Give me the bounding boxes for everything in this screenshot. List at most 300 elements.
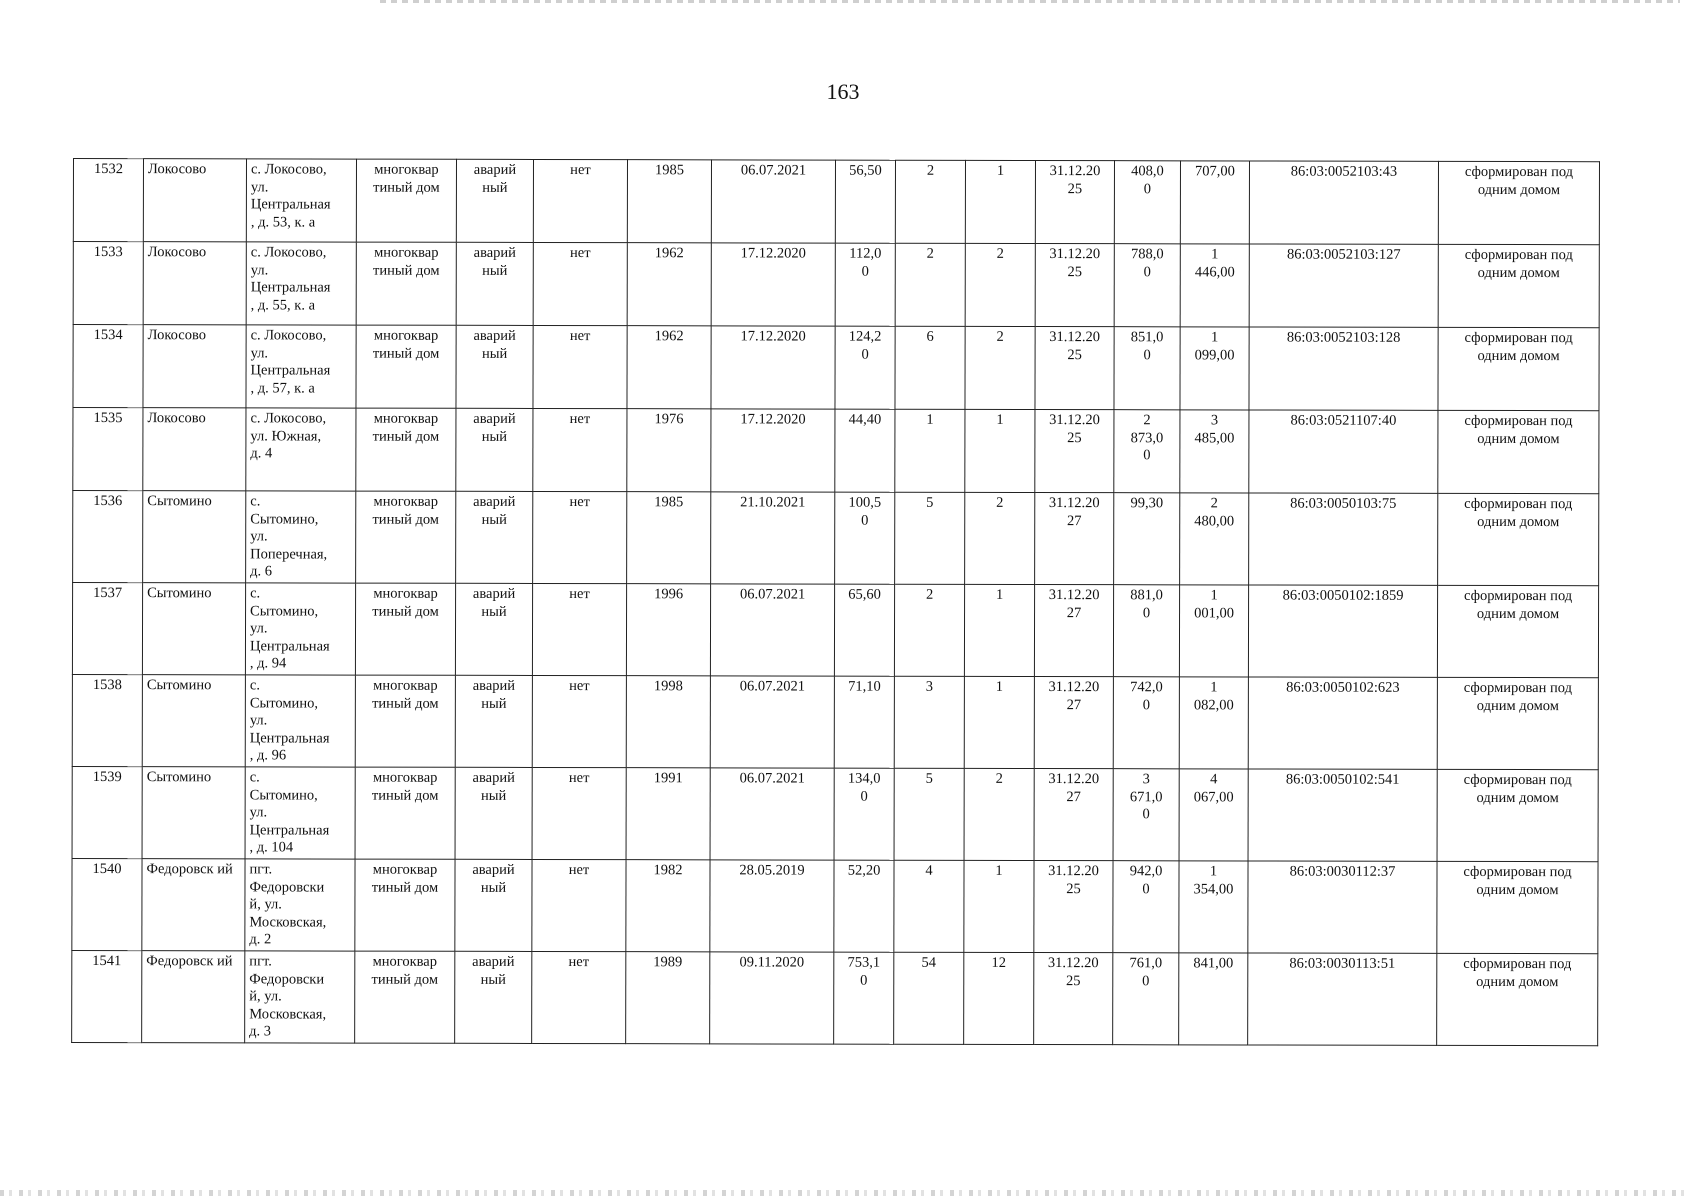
- house-type-cell: [356, 408, 456, 491]
- settlement-text: Федоровск ий: [146, 953, 233, 970]
- condition-line: аварий: [472, 585, 516, 602]
- area-line: 0: [861, 512, 869, 529]
- condition-cell: [456, 159, 533, 242]
- house-type-line: тиный дом: [371, 879, 439, 896]
- note-line: сформирован под: [1463, 679, 1572, 697]
- residents-cell: [894, 584, 964, 676]
- amount-two-line: 3: [1210, 412, 1219, 429]
- premises-cell: [965, 409, 1035, 492]
- address-cell: [245, 951, 355, 1043]
- condition-cell: [455, 859, 532, 951]
- note-line: сформирован под: [1463, 771, 1572, 789]
- amount-one-line: 0: [1143, 346, 1151, 363]
- address-line: Центральная: [249, 821, 330, 839]
- condition-cell: [456, 491, 533, 583]
- build-year-cell: [626, 676, 710, 768]
- address-line: ул.: [250, 528, 268, 545]
- note-line: одним домом: [1476, 881, 1559, 898]
- note-line: сформирован под: [1464, 246, 1573, 264]
- note-cell: [1438, 493, 1599, 585]
- address-line: с. Локосово,: [250, 410, 327, 427]
- build-year-cell: [626, 952, 710, 1044]
- cadastral-number-text: 86:03:0050102:1859: [1282, 587, 1404, 604]
- cadastral-number-cell: [1249, 244, 1438, 327]
- note-line: сформирован под: [1464, 329, 1573, 347]
- deadline-line: 31.12.20: [1048, 771, 1100, 788]
- premises-cell: [965, 326, 1035, 409]
- residents-text: 5: [925, 770, 933, 787]
- settlement-cell: [142, 859, 245, 951]
- flag-text: нет: [569, 494, 591, 511]
- amount-one-cell: [1113, 677, 1179, 769]
- residents-cell: [895, 409, 965, 492]
- record-number-cell: [72, 674, 142, 766]
- recognition-date-text: 06.07.2021: [739, 678, 806, 695]
- condition-line: ный: [480, 971, 506, 988]
- amount-one-line: 0: [1143, 180, 1152, 197]
- amount-one-line: 0: [1143, 263, 1151, 280]
- record-number-cell: [73, 325, 143, 408]
- scan-edge-top: [380, 0, 1680, 3]
- premises-cell: [964, 952, 1034, 1044]
- flag-cell: [533, 491, 627, 583]
- flag-text: нет: [569, 411, 591, 428]
- build-year-cell: [626, 584, 710, 676]
- table-row: [73, 159, 1599, 245]
- settlement-text: Локосово: [147, 161, 207, 178]
- residents-text: 2: [926, 245, 934, 262]
- house-type-line: тиный дом: [371, 787, 439, 804]
- deadline-line: 25: [1067, 263, 1083, 280]
- deadline-line: 31.12.20: [1049, 246, 1101, 263]
- address-line: Центральная: [249, 637, 330, 655]
- address-cell: [245, 675, 355, 767]
- address-line: пгт.: [249, 953, 272, 970]
- build-year-text: 1985: [654, 494, 684, 511]
- cadastral-number-text: 86:03:0050102:541: [1285, 771, 1400, 788]
- premises-text: 12: [991, 954, 1007, 971]
- address-line: Сытомино,: [249, 786, 318, 804]
- cadastral-number-cell: [1248, 953, 1437, 1045]
- condition-cell: [455, 675, 532, 767]
- note-cell: [1437, 861, 1598, 953]
- amount-two-line: 099,00: [1194, 346, 1235, 363]
- address-cell: [246, 408, 356, 491]
- condition-cell: [455, 951, 532, 1043]
- amount-two-cell: [1180, 493, 1249, 585]
- premises-cell: [964, 584, 1034, 676]
- deadline-cell: [1034, 769, 1113, 861]
- residents-cell: [895, 492, 965, 584]
- amount-one-line: 2: [1143, 412, 1151, 429]
- settlement-text: Сытомино: [146, 677, 212, 694]
- note-cell: [1437, 953, 1598, 1045]
- cadastral-number-cell: [1248, 861, 1437, 953]
- residents-text: 2: [925, 586, 934, 603]
- cadastral-number-text: 86:03:0521107:40: [1290, 412, 1397, 429]
- amount-two-cell: [1180, 161, 1249, 244]
- build-year-text: 1998: [653, 678, 683, 695]
- flag-text: нет: [569, 586, 590, 603]
- condition-line: ный: [480, 879, 507, 896]
- address-line: Сытомино,: [249, 694, 318, 712]
- amount-two-cell: [1179, 953, 1248, 1045]
- build-year-text: 1962: [654, 328, 684, 345]
- settlement-cell: [142, 583, 245, 675]
- area-cell: [834, 676, 894, 768]
- note-line: сформирован под: [1464, 495, 1573, 513]
- cadastral-number-text: 86:03:0052103:127: [1286, 246, 1401, 263]
- amount-one-line: 0: [1142, 696, 1150, 713]
- house-type-line: тиный дом: [372, 262, 440, 279]
- amount-one-line: 942,0: [1129, 863, 1163, 880]
- cadastral-number-text: 86:03:0050102:623: [1286, 679, 1400, 696]
- note-line: одним домом: [1477, 264, 1560, 281]
- address-line: Центральная: [249, 729, 330, 747]
- premises-text: 2: [995, 770, 1003, 787]
- amount-one-line: 0: [1142, 880, 1150, 897]
- scan-edge-bottom: [0, 1190, 1686, 1196]
- settlement-text: Сытомино: [147, 493, 212, 510]
- table-row: [73, 242, 1599, 328]
- deadline-line: 31.12.20: [1047, 955, 1099, 972]
- note-line: сформирован под: [1463, 587, 1573, 605]
- amount-one-cell: [1114, 327, 1180, 410]
- condition-line: ный: [482, 262, 508, 279]
- register-table-body: [72, 159, 1600, 1046]
- settlement-cell: [142, 767, 245, 859]
- amount-one-cell: [1113, 769, 1179, 861]
- flag-cell: [532, 675, 626, 767]
- build-year-cell: [626, 860, 710, 952]
- address-line: Сытомино,: [250, 602, 319, 620]
- condition-line: ный: [481, 603, 507, 620]
- address-line: Центральная: [250, 279, 331, 296]
- residents-cell: [895, 243, 965, 326]
- deadline-line: 31.12.20: [1048, 679, 1100, 696]
- condition-cell: [455, 583, 532, 675]
- area-line: 753,1: [847, 954, 881, 971]
- flag-cell: [533, 325, 627, 408]
- address-line: с.: [250, 585, 261, 602]
- address-line: , д. 96: [249, 747, 287, 764]
- condition-line: ный: [481, 428, 508, 445]
- table-row: [73, 408, 1599, 494]
- house-type-line: тиный дом: [371, 971, 439, 988]
- residents-text: 4: [925, 862, 933, 879]
- area-line: 71,10: [848, 678, 881, 695]
- cadastral-number-text: 86:03:0030113:51: [1289, 955, 1396, 972]
- deadline-line: 31.12.20: [1049, 329, 1101, 346]
- record-number-cell: [73, 242, 143, 325]
- flag-text: нет: [570, 245, 591, 262]
- note-cell: [1438, 410, 1599, 493]
- cadastral-number-text: 86:03:0030112:37: [1289, 863, 1396, 880]
- flag-cell: [533, 408, 627, 491]
- amount-one-line: 671,0: [1129, 788, 1163, 805]
- condition-line: аварий: [472, 861, 515, 878]
- flag-cell: [533, 242, 627, 325]
- premises-text: 2: [996, 328, 1004, 345]
- cadastral-number-cell: [1249, 161, 1438, 244]
- address-line: с.: [249, 769, 260, 786]
- settlement-text: Локосово: [147, 244, 207, 261]
- area-line: 134,0: [847, 770, 881, 787]
- house-type-line: многоквар: [374, 161, 439, 178]
- flag-text: нет: [568, 954, 590, 971]
- area-line: 52,20: [847, 862, 881, 879]
- condition-line: аварий: [473, 493, 516, 510]
- note-line: сформирован под: [1463, 955, 1572, 973]
- cadastral-number-text: 86:03:0052103:43: [1290, 163, 1398, 180]
- premises-text: 1: [995, 586, 1004, 603]
- residents-cell: [895, 160, 965, 243]
- note-line: одним домом: [1476, 605, 1560, 622]
- house-type-cell: [355, 859, 455, 951]
- recognition-date-cell: [711, 326, 835, 409]
- deadline-line: 31.12.20: [1048, 863, 1099, 880]
- record-number-text: 1535: [93, 410, 123, 427]
- recognition-date-text: 17.12.2020: [740, 245, 806, 262]
- amount-two-line: 707,00: [1195, 163, 1235, 180]
- table-row: [72, 950, 1598, 1045]
- recognition-date-text: 06.07.2021: [740, 162, 807, 179]
- table-row: [72, 674, 1598, 769]
- premises-text: 2: [996, 245, 1004, 262]
- condition-line: аварий: [473, 161, 517, 178]
- amount-two-line: 1: [1210, 587, 1218, 604]
- address-line: , д. 55, к. а: [250, 296, 316, 314]
- area-line: 0: [860, 972, 868, 989]
- cadastral-number-cell: [1248, 769, 1437, 861]
- record-number-cell: [72, 858, 142, 950]
- recognition-date-cell: [711, 160, 835, 243]
- address-line: ул.: [250, 178, 269, 195]
- premises-cell: [964, 860, 1034, 952]
- recognition-date-cell: [711, 492, 835, 584]
- house-type-line: многоквар: [373, 585, 438, 602]
- record-number-cell: [73, 408, 143, 491]
- deadline-cell: [1035, 410, 1114, 493]
- amount-one-line: 0: [1142, 806, 1150, 823]
- deadline-cell: [1035, 244, 1114, 327]
- residents-text: 5: [926, 494, 934, 511]
- area-cell: [834, 768, 894, 860]
- cadastral-number-cell: [1249, 410, 1438, 493]
- area-cell: [835, 492, 895, 584]
- area-line: 56,50: [849, 162, 882, 179]
- deadline-line: 31.12.20: [1048, 587, 1100, 604]
- settlement-text: Локосово: [147, 327, 206, 344]
- build-year-text: 1991: [653, 770, 683, 787]
- deadline-cell: [1034, 677, 1113, 769]
- deadline-line: 25: [1066, 972, 1081, 989]
- deadline-line: 25: [1066, 880, 1081, 897]
- condition-cell: [455, 767, 532, 859]
- address-line: Центральная: [250, 196, 331, 213]
- recognition-date-text: 17.12.2020: [740, 328, 806, 345]
- premises-cell: [964, 676, 1034, 768]
- recognition-date-text: 06.07.2021: [739, 586, 806, 603]
- area-cell: [834, 584, 894, 676]
- recognition-date-cell: [710, 860, 834, 952]
- deadline-line: 31.12.20: [1049, 163, 1101, 180]
- residents-text: 3: [925, 678, 934, 695]
- house-type-line: тиный дом: [372, 428, 440, 445]
- recognition-date-text: 09.11.2020: [739, 954, 805, 971]
- flag-text: нет: [569, 678, 590, 695]
- condition-line: аварий: [472, 769, 515, 786]
- premises-cell: [964, 768, 1034, 860]
- amount-two-line: 001,00: [1194, 604, 1235, 621]
- area-line: 124,2: [848, 328, 882, 345]
- house-type-cell: [355, 583, 455, 675]
- premises-text: 1: [996, 162, 1005, 179]
- settlement-cell: [143, 408, 246, 491]
- flag-cell: [532, 583, 626, 675]
- amount-one-cell: [1114, 244, 1180, 327]
- deadline-line: 27: [1066, 788, 1081, 805]
- amount-one-line: 3: [1142, 771, 1150, 788]
- area-line: 112,0: [849, 245, 882, 262]
- amount-one-line: 873,0: [1130, 429, 1164, 446]
- recognition-date-cell: [710, 768, 834, 860]
- area-cell: [835, 409, 895, 492]
- note-line: одним домом: [1477, 513, 1560, 530]
- flag-text: нет: [569, 328, 591, 345]
- amount-two-line: 480,00: [1194, 512, 1235, 529]
- address-line: д. 4: [250, 445, 273, 462]
- amount-one-cell: [1114, 161, 1180, 244]
- amount-two-line: 1: [1210, 679, 1218, 696]
- condition-line: аварий: [473, 410, 516, 427]
- amount-two-line: 2: [1210, 495, 1218, 512]
- amount-two-cell: [1180, 244, 1249, 327]
- amount-one-cell: [1114, 493, 1180, 585]
- address-line: с. Локосово,: [250, 161, 327, 178]
- condition-line: аварий: [473, 244, 516, 261]
- record-number-text: 1541: [92, 953, 122, 970]
- settlement-cell: [142, 951, 245, 1043]
- amount-two-line: 067,00: [1193, 788, 1234, 805]
- table-row: [72, 858, 1598, 953]
- amount-two-line: 1: [1211, 246, 1219, 263]
- note-cell: [1438, 244, 1599, 327]
- record-number-text: 1537: [93, 585, 123, 602]
- amount-two-line: 446,00: [1194, 263, 1235, 280]
- note-cell: [1437, 769, 1598, 861]
- deadline-cell: [1035, 327, 1114, 410]
- flag-cell: [532, 859, 626, 951]
- premises-text: 1: [996, 411, 1004, 428]
- condition-line: ный: [481, 511, 507, 528]
- address-cell: [246, 159, 356, 242]
- address-cell: [245, 767, 355, 859]
- address-cell: [245, 583, 355, 675]
- address-line: ул.: [250, 344, 269, 361]
- amount-one-line: 99,30: [1130, 495, 1164, 512]
- condition-line: аварий: [472, 677, 516, 694]
- record-number-text: 1539: [92, 769, 122, 786]
- address-line: , д. 57, к. а: [250, 379, 315, 397]
- amount-two-line: 082,00: [1193, 696, 1234, 713]
- build-year-cell: [626, 768, 710, 860]
- address-line: ул.: [249, 712, 268, 729]
- residents-text: 1: [926, 411, 934, 428]
- build-year-text: 1989: [653, 954, 683, 971]
- cadastral-number-cell: [1249, 493, 1438, 585]
- deadline-line: 25: [1067, 346, 1082, 363]
- residents-cell: [894, 768, 964, 860]
- area-cell: [835, 160, 895, 243]
- note-line: одним домом: [1476, 697, 1559, 714]
- premises-text: 1: [995, 862, 1003, 879]
- amount-two-cell: [1179, 585, 1248, 677]
- flag-text: нет: [568, 770, 590, 787]
- build-year-cell: [627, 492, 711, 584]
- amount-one-line: 0: [1143, 447, 1151, 464]
- house-type-line: многоквар: [372, 953, 438, 970]
- house-type-line: многоквар: [374, 244, 439, 261]
- house-type-line: тиный дом: [372, 603, 439, 620]
- note-line: одним домом: [1476, 973, 1559, 990]
- build-year-cell: [627, 409, 711, 492]
- note-cell: [1438, 161, 1599, 244]
- address-line: Московская,: [249, 1005, 327, 1023]
- recognition-date-text: 21.10.2021: [740, 494, 806, 511]
- area-cell: [835, 326, 895, 409]
- deadline-line: 27: [1066, 512, 1082, 529]
- record-number-cell: [72, 583, 142, 675]
- flag-cell: [533, 159, 627, 242]
- residents-text: 54: [921, 954, 937, 971]
- area-cell: [834, 952, 894, 1044]
- note-line: одним домом: [1477, 347, 1560, 364]
- amount-two-cell: [1179, 769, 1248, 861]
- recognition-date-cell: [710, 584, 834, 676]
- area-cell: [835, 243, 895, 326]
- address-line: , д. 104: [249, 839, 294, 856]
- amount-one-line: 742,0: [1130, 679, 1163, 696]
- address-line: , д. 53, к. а: [250, 213, 316, 231]
- build-year-text: 1985: [654, 162, 684, 179]
- build-year-cell: [627, 326, 711, 409]
- record-number-cell: [72, 766, 142, 858]
- address-line: с.: [249, 677, 260, 694]
- record-number-cell: [72, 950, 142, 1042]
- amount-two-cell: [1179, 861, 1248, 953]
- record-number-cell: [73, 159, 143, 242]
- page-number: 163: [826, 79, 860, 104]
- house-type-cell: [355, 675, 455, 767]
- premises-text: 2: [996, 494, 1004, 511]
- condition-line: аварий: [473, 327, 516, 344]
- amount-one-line: 0: [1142, 972, 1150, 989]
- area-line: 65,60: [848, 586, 881, 603]
- residents-cell: [894, 952, 964, 1044]
- premises-cell: [965, 243, 1035, 326]
- deadline-line: 25: [1067, 429, 1082, 446]
- table-row: [73, 491, 1599, 586]
- recognition-date-text: 28.05.2019: [739, 862, 805, 879]
- amount-two-line: 4: [1210, 771, 1218, 788]
- record-number-text: 1534: [93, 327, 123, 344]
- area-line: 100,5: [848, 494, 882, 511]
- amount-two-cell: [1180, 410, 1249, 493]
- house-type-line: тиный дом: [373, 179, 440, 196]
- note-line: сформирован под: [1463, 863, 1572, 881]
- deadline-cell: [1034, 585, 1113, 677]
